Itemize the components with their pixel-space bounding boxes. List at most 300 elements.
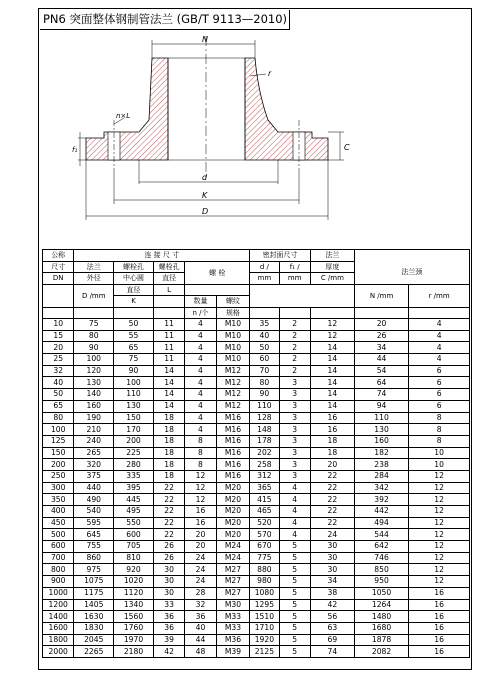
- table-cell: 50: [43, 389, 74, 401]
- label-d: d: [202, 173, 208, 182]
- table-cell: 1295: [250, 599, 279, 611]
- table-cell: 16: [409, 634, 470, 646]
- table-cell: 8: [185, 447, 216, 459]
- table-cell: 75: [114, 354, 154, 366]
- label-nL: n×L: [116, 112, 131, 120]
- table-cell: 3: [279, 412, 310, 424]
- table-cell: M27: [216, 576, 250, 588]
- table-cell: 11: [153, 330, 184, 342]
- hdr-blank: [354, 250, 469, 262]
- table-cell: 60: [250, 354, 279, 366]
- table-cell: 400: [43, 506, 74, 518]
- table-cell: 342: [354, 482, 408, 494]
- table-cell: 22: [310, 470, 354, 482]
- hdr-qty: 数量: [185, 296, 216, 308]
- hdr-bolt-hole: 螺栓孔: [114, 261, 154, 273]
- table-cell: 11: [153, 319, 184, 331]
- table-cell: 100: [114, 377, 154, 389]
- table-cell: 24: [185, 576, 216, 588]
- table-cell: 20: [185, 529, 216, 541]
- table-cell: 465: [250, 506, 279, 518]
- table-cell: 3: [279, 424, 310, 436]
- table-cell: 22: [153, 494, 184, 506]
- table-cell: 4: [279, 529, 310, 541]
- table-cell: M27: [216, 587, 250, 599]
- table-cell: 210: [74, 424, 114, 436]
- table-cell: 25: [43, 354, 74, 366]
- table-cell: 125: [43, 435, 74, 447]
- table-cell: 700: [43, 552, 74, 564]
- table-cell: M16: [216, 459, 250, 471]
- table-cell: 495: [114, 506, 154, 518]
- table-cell: M16: [216, 435, 250, 447]
- table-cell: 14: [153, 389, 184, 401]
- table-cell: 65: [114, 342, 154, 354]
- table-cell: 22: [310, 482, 354, 494]
- hdr-d: d /: [250, 261, 279, 273]
- table-cell: 40: [185, 622, 216, 634]
- table-cell: 312: [250, 470, 279, 482]
- table-cell: 8: [185, 435, 216, 447]
- table-row: [43, 517, 470, 529]
- table-cell: 94: [354, 400, 408, 412]
- table-cell: 28: [185, 587, 216, 599]
- table-cell: 2: [279, 354, 310, 366]
- hdr-empty-seal: [250, 284, 355, 307]
- table-cell: 44: [185, 634, 216, 646]
- table-cell: 70: [250, 365, 279, 377]
- table-cell: 130: [74, 377, 114, 389]
- table-cell: 69: [310, 634, 354, 646]
- table-cell: 450: [43, 517, 74, 529]
- table-cell: 55: [114, 330, 154, 342]
- table-row: [43, 354, 470, 366]
- table-cell: 50: [114, 319, 154, 331]
- table-cell: 56: [310, 611, 354, 623]
- table-cell: 22: [153, 482, 184, 494]
- table-cell: 12: [409, 482, 470, 494]
- hdr-n-per: n /个: [185, 307, 216, 319]
- table-cell: 22: [310, 506, 354, 518]
- table-cell: 200: [114, 435, 154, 447]
- table-row: [43, 447, 470, 459]
- table-cell: 90: [250, 389, 279, 401]
- table-header: [43, 250, 470, 319]
- table-cell: 14: [153, 365, 184, 377]
- table-cell: 120: [74, 365, 114, 377]
- table-cell: 365: [250, 482, 279, 494]
- label-D: D: [202, 207, 209, 216]
- table-cell: 150: [43, 447, 74, 459]
- table-cell: 32: [43, 365, 74, 377]
- table-cell: 1340: [114, 599, 154, 611]
- table-cell: 16: [409, 611, 470, 623]
- hdr-spacer: [153, 307, 184, 319]
- hdr-spacer: [74, 307, 114, 319]
- table-cell: 520: [250, 517, 279, 529]
- flange-drawing: [44, 32, 434, 242]
- table-cell: 11: [153, 342, 184, 354]
- table-cell: 1050: [354, 587, 408, 599]
- hdr-size: 尺寸: [43, 261, 74, 273]
- table-cell: M39: [216, 646, 250, 658]
- table-cell: 3: [279, 459, 310, 471]
- table-row: [43, 622, 470, 634]
- table-cell: 63: [310, 622, 354, 634]
- table-cell: 3: [279, 447, 310, 459]
- table-cell: 24: [185, 552, 216, 564]
- table-cell: 30: [310, 541, 354, 553]
- table-cell: 24: [310, 529, 354, 541]
- table-cell: 130: [354, 424, 408, 436]
- table-cell: 4: [409, 319, 470, 331]
- table-cell: 80: [74, 330, 114, 342]
- table-cell: 3: [279, 377, 310, 389]
- hdr-dia: 直径: [114, 284, 154, 296]
- hdr-spacer: [279, 307, 310, 319]
- table-cell: 140: [74, 389, 114, 401]
- table-cell: 14: [153, 377, 184, 389]
- table-row: [43, 424, 470, 436]
- table-cell: 14: [310, 342, 354, 354]
- table-cell: 12: [409, 552, 470, 564]
- table-cell: 42: [310, 599, 354, 611]
- table-cell: 12: [409, 529, 470, 541]
- table-cell: 300: [43, 482, 74, 494]
- table-cell: 42: [153, 646, 184, 658]
- table-cell: 880: [250, 564, 279, 576]
- table-cell: 36: [153, 622, 184, 634]
- table-cell: 3: [279, 470, 310, 482]
- table-cell: 5: [279, 634, 310, 646]
- table-cell: 8: [409, 435, 470, 447]
- table-cell: 14: [310, 377, 354, 389]
- table-cell: M16: [216, 470, 250, 482]
- table-cell: 595: [74, 517, 114, 529]
- table-cell: M20: [216, 482, 250, 494]
- table-cell: 265: [74, 447, 114, 459]
- table-cell: 14: [310, 400, 354, 412]
- table-cell: 4: [409, 342, 470, 354]
- table-cell: 75: [74, 319, 114, 331]
- table-cell: M24: [216, 552, 250, 564]
- table-body: [43, 319, 470, 658]
- table-cell: 2125: [250, 646, 279, 658]
- table-row: [43, 541, 470, 553]
- table-cell: 1510: [250, 611, 279, 623]
- table-cell: 30: [310, 552, 354, 564]
- table-cell: 1760: [114, 622, 154, 634]
- hdr-bolt: 螺 栓: [185, 261, 250, 284]
- table-cell: 16: [310, 424, 354, 436]
- table-cell: 22: [310, 517, 354, 529]
- table-cell: M30: [216, 599, 250, 611]
- table-cell: 5: [279, 646, 310, 658]
- table-cell: 12: [409, 541, 470, 553]
- table-cell: 1020: [114, 576, 154, 588]
- table-row: [43, 435, 470, 447]
- table-cell: 4: [409, 330, 470, 342]
- table-cell: M10: [216, 342, 250, 354]
- table-cell: 36: [153, 611, 184, 623]
- hdr-spacer: [250, 307, 279, 319]
- flange-section-left: [86, 58, 168, 160]
- label-N: N: [202, 35, 208, 44]
- table-cell: 30: [153, 564, 184, 576]
- table-cell: 33: [153, 599, 184, 611]
- table-cell: 178: [250, 435, 279, 447]
- table-cell: 1600: [43, 622, 74, 634]
- label-C: C: [344, 143, 350, 152]
- table-cell: 18: [153, 424, 184, 436]
- label-f1: f₁: [72, 146, 78, 154]
- table-cell: 540: [74, 506, 114, 518]
- hdr-neck: 法兰颈: [354, 261, 469, 284]
- hdr-seal: 密封面尺寸: [250, 250, 311, 262]
- table-cell: 12: [409, 564, 470, 576]
- table-cell: 20: [185, 541, 216, 553]
- table-cell: 20: [43, 342, 74, 354]
- table-cell: 1075: [74, 576, 114, 588]
- table-cell: 36: [185, 611, 216, 623]
- table-row: [43, 564, 470, 576]
- table-cell: 170: [114, 424, 154, 436]
- table-cell: 54: [354, 365, 408, 377]
- table-cell: 65: [43, 400, 74, 412]
- table-cell: 74: [310, 646, 354, 658]
- hdr-empty-bolt: [185, 284, 250, 296]
- table-cell: 40: [250, 330, 279, 342]
- table-cell: M20: [216, 517, 250, 529]
- table-cell: 22: [153, 506, 184, 518]
- table-row: [43, 377, 470, 389]
- hdr-center-dia: 中心圆: [114, 273, 154, 285]
- table-cell: 2: [279, 342, 310, 354]
- hdr-K: K: [114, 296, 154, 308]
- table-cell: 40: [43, 377, 74, 389]
- table-cell: 1000: [43, 587, 74, 599]
- table-cell: 280: [114, 459, 154, 471]
- table-cell: 225: [114, 447, 154, 459]
- hdr-spacer: [43, 307, 74, 319]
- table-cell: 12: [409, 506, 470, 518]
- table-cell: 26: [354, 330, 408, 342]
- table-cell: M16: [216, 424, 250, 436]
- table-cell: 26: [153, 541, 184, 553]
- table-cell: 16: [409, 599, 470, 611]
- table-cell: M10: [216, 354, 250, 366]
- table-cell: 16: [185, 517, 216, 529]
- table-cell: 800: [43, 564, 74, 576]
- table-cell: 18: [153, 447, 184, 459]
- table-cell: 1800: [43, 634, 74, 646]
- table-cell: 755: [74, 541, 114, 553]
- table-cell: 1175: [74, 587, 114, 599]
- hdr-n-mm: N /mm: [354, 284, 408, 307]
- table-cell: 30: [153, 576, 184, 588]
- table-cell: 39: [153, 634, 184, 646]
- hdr-spacer: [114, 307, 154, 319]
- table-cell: 1405: [74, 599, 114, 611]
- table-cell: 6: [409, 365, 470, 377]
- table-row: [43, 470, 470, 482]
- table-cell: 202: [250, 447, 279, 459]
- table-cell: 2180: [114, 646, 154, 658]
- table-cell: 238: [354, 459, 408, 471]
- table-cell: 6: [409, 389, 470, 401]
- table-cell: 32: [185, 599, 216, 611]
- table-cell: 4: [279, 517, 310, 529]
- table-cell: 30: [310, 564, 354, 576]
- table-cell: 1264: [354, 599, 408, 611]
- table-cell: 975: [74, 564, 114, 576]
- table-cell: 1680: [354, 622, 408, 634]
- table-cell: 240: [74, 435, 114, 447]
- table-cell: 18: [153, 459, 184, 471]
- table-row: [43, 365, 470, 377]
- table-cell: M12: [216, 377, 250, 389]
- flange-table: [42, 249, 470, 658]
- table-cell: 50: [250, 342, 279, 354]
- table-cell: 4: [185, 319, 216, 331]
- table-cell: 11: [153, 354, 184, 366]
- table-cell: 746: [354, 552, 408, 564]
- table-cell: 395: [114, 482, 154, 494]
- table-cell: 642: [354, 541, 408, 553]
- table-cell: 16: [310, 412, 354, 424]
- table-cell: 74: [354, 389, 408, 401]
- table-cell: 12: [185, 470, 216, 482]
- table-cell: 445: [114, 494, 154, 506]
- table-cell: 18: [153, 435, 184, 447]
- table-cell: 15: [43, 330, 74, 342]
- table-cell: 6: [409, 377, 470, 389]
- table-cell: 2: [279, 319, 310, 331]
- table-cell: 2045: [74, 634, 114, 646]
- table-cell: 12: [409, 576, 470, 588]
- table-cell: 600: [43, 541, 74, 553]
- hdr-r-mm: r /mm: [409, 284, 470, 307]
- table-cell: 18: [153, 470, 184, 482]
- hdr-mm1: mm: [250, 273, 279, 285]
- table-cell: 200: [43, 459, 74, 471]
- table-cell: 110: [114, 389, 154, 401]
- table-cell: 4: [409, 354, 470, 366]
- table-cell: 12: [185, 482, 216, 494]
- table-cell: 5: [279, 552, 310, 564]
- table-cell: 12: [409, 494, 470, 506]
- table-cell: 12: [310, 330, 354, 342]
- hdr-flange: 法兰: [74, 261, 114, 273]
- table-cell: 1630: [74, 611, 114, 623]
- table-cell: 980: [250, 576, 279, 588]
- table-cell: 1120: [114, 587, 154, 599]
- table-cell: 1400: [43, 611, 74, 623]
- table-cell: 3: [279, 435, 310, 447]
- table-cell: 1878: [354, 634, 408, 646]
- table-cell: 182: [354, 447, 408, 459]
- table-cell: 5: [279, 576, 310, 588]
- table-cell: 4: [185, 354, 216, 366]
- table-cell: 1710: [250, 622, 279, 634]
- table-cell: 48: [185, 646, 216, 658]
- table-cell: 440: [74, 482, 114, 494]
- table-cell: 22: [153, 529, 184, 541]
- hdr-d-mm: D /mm: [74, 284, 114, 307]
- table-row: [43, 587, 470, 599]
- table-cell: 16: [409, 646, 470, 658]
- table-cell: 810: [114, 552, 154, 564]
- table-cell: 3: [279, 389, 310, 401]
- table-cell: M20: [216, 529, 250, 541]
- hdr-connection: 连 接 尺 寸: [74, 250, 250, 262]
- table-cell: M33: [216, 611, 250, 623]
- table-cell: 6: [409, 400, 470, 412]
- table-cell: 860: [74, 552, 114, 564]
- table-cell: 8: [409, 412, 470, 424]
- table-cell: 900: [43, 576, 74, 588]
- table-cell: 12: [409, 517, 470, 529]
- table-cell: 4: [279, 494, 310, 506]
- table-cell: M10: [216, 330, 250, 342]
- table-cell: M33: [216, 622, 250, 634]
- table-cell: 12: [409, 470, 470, 482]
- table-cell: 5: [279, 564, 310, 576]
- table-cell: 850: [354, 564, 408, 576]
- table-cell: 645: [74, 529, 114, 541]
- table-cell: 2: [279, 365, 310, 377]
- table-cell: 2000: [43, 646, 74, 658]
- table-cell: 44: [354, 354, 408, 366]
- table-cell: 128: [250, 412, 279, 424]
- table-cell: 20: [310, 459, 354, 471]
- table-cell: 5: [279, 611, 310, 623]
- table-cell: 14: [310, 365, 354, 377]
- table-cell: 80: [43, 412, 74, 424]
- hdr-spacer: [354, 307, 408, 319]
- table-cell: 1560: [114, 611, 154, 623]
- table-cell: 100: [74, 354, 114, 366]
- table-cell: 80: [250, 377, 279, 389]
- label-K: K: [202, 191, 208, 200]
- table-row: [43, 494, 470, 506]
- table-cell: 16: [409, 622, 470, 634]
- hdr-spacer: [409, 307, 470, 319]
- table-cell: 392: [354, 494, 408, 506]
- table-cell: M10: [216, 319, 250, 331]
- table-cell: 2082: [354, 646, 408, 658]
- hdr-dia2: 直径: [153, 273, 184, 285]
- hdr-f1: f₁ /: [279, 261, 310, 273]
- table-cell: 320: [74, 459, 114, 471]
- table-cell: 670: [250, 541, 279, 553]
- table-row: [43, 611, 470, 623]
- table-cell: 22: [153, 517, 184, 529]
- table-cell: 2: [279, 330, 310, 342]
- table-cell: M12: [216, 389, 250, 401]
- table-row: [43, 389, 470, 401]
- hdr-thread: 螺纹: [216, 296, 250, 308]
- table-cell: 4: [185, 342, 216, 354]
- hdr-mm2: mm: [279, 273, 310, 285]
- table-cell: 284: [354, 470, 408, 482]
- table-cell: M12: [216, 365, 250, 377]
- table-cell: 5: [279, 587, 310, 599]
- table-cell: 1200: [43, 599, 74, 611]
- table-cell: 5: [279, 541, 310, 553]
- table-cell: 600: [114, 529, 154, 541]
- table-row: [43, 552, 470, 564]
